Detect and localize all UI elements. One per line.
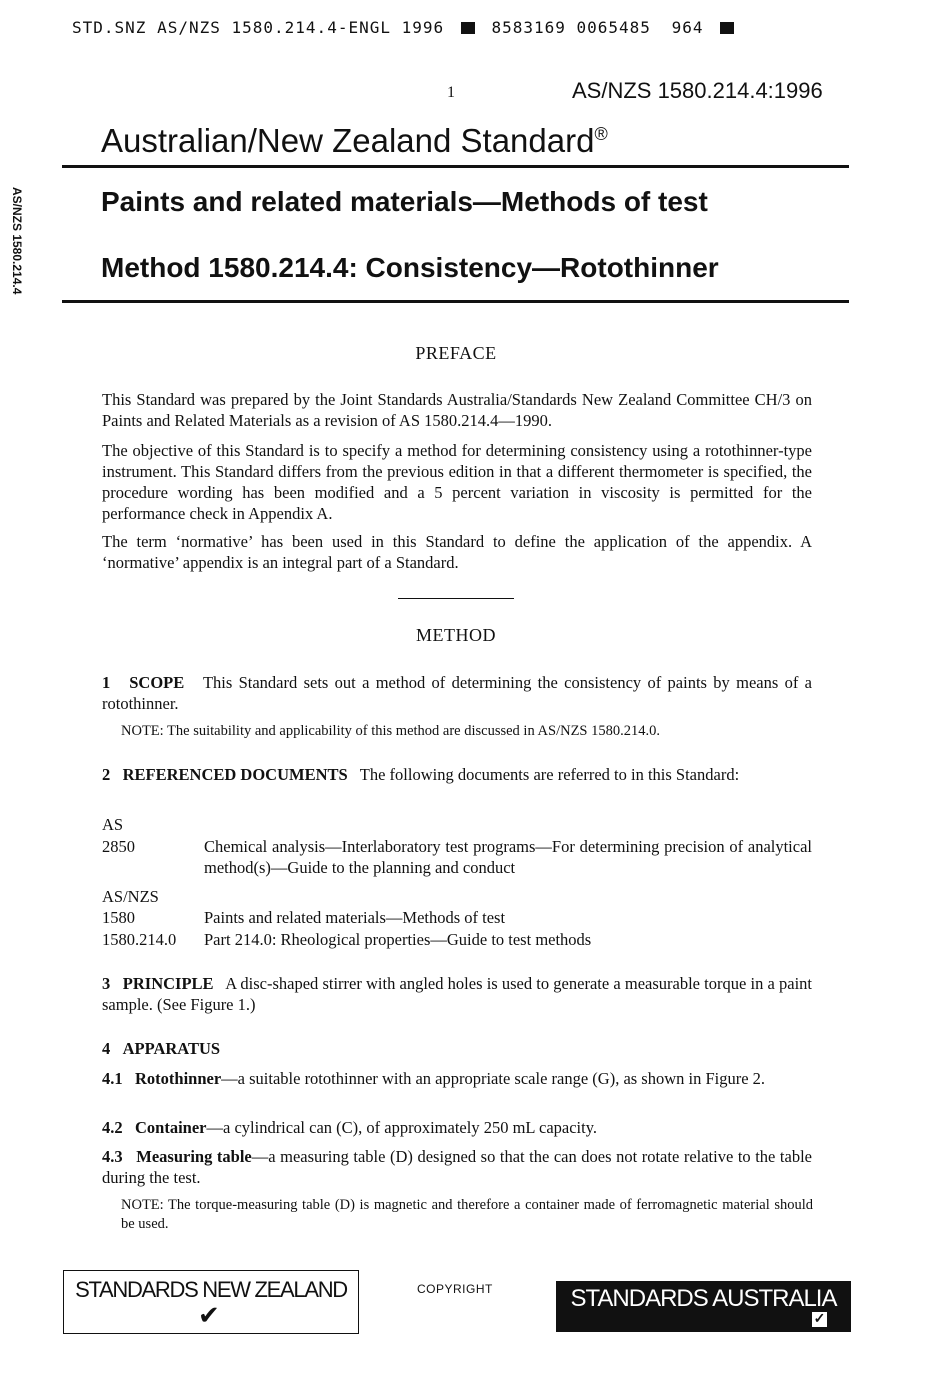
- method-title: Method 1580.214.4: Consistency—Rotothinner: [101, 252, 719, 283]
- standards-new-zealand-logo: [63, 1270, 359, 1334]
- apparatus-note: NOTE: The torque-measuring table (D) is magnetic and therefore a container made of ferromagnetic material should be used.: [121, 1197, 813, 1232]
- copyright-label: COPYRIGHT: [417, 1282, 493, 1296]
- preface-paragraph-1: This Standard was prepared by the Joint Standards Australia/Standards New Zealand Committee CH/3 on Paints and Related Materials as a revision of AS 1580.214.4—1990.: [102, 390, 812, 430]
- ref-id: 1580: [102, 908, 135, 927]
- nz-logo-text: STANDARDS NEW ZEALAND: [75, 1277, 347, 1302]
- title-rule-top: [62, 165, 849, 168]
- principle-title: PRINCIPLE: [122, 974, 214, 993]
- item-text: —a measuring table (D) designed so that the can does not rotate relative to the table during the test.: [102, 1147, 812, 1187]
- check-box-icon: ✓: [813, 1312, 826, 1327]
- item-term: Container: [135, 1118, 207, 1137]
- principle-text: A disc-shaped stirrer with angled holes is used to generate a measurable torque in a paint sample. (See Figure 1.): [102, 974, 813, 1014]
- referenced-text: The following documents are referred to in this Standard:: [359, 765, 740, 784]
- au-logo-text: STANDARDS AUSTRALIA: [570, 1285, 837, 1312]
- referenced-number: 2: [102, 765, 111, 784]
- catalog-code: STD.SNZ AS/NZS 1580.214.4-ENGL 1996: [72, 18, 445, 37]
- ref-title: Chemical analysis—Interlaboratory test programs—For determining precision of analytical method(s)—Guide to the planning and conduct: [204, 837, 812, 877]
- ref-group-label: AS: [102, 815, 124, 834]
- apparatus-item-4-3: [102, 1146, 812, 1188]
- ref-row: [102, 836, 812, 878]
- side-label: AS/NZS 1580.214.4: [10, 187, 24, 295]
- referenced-clause: [102, 764, 812, 785]
- method-heading: METHOD: [416, 625, 496, 645]
- page-number: 1: [447, 84, 455, 101]
- scope-text: This Standard sets out a method of determining the consistency of paints by means of a rotothinner.: [102, 673, 812, 713]
- title-rule-bottom: [62, 300, 849, 303]
- barcode-number: 8583169 0065485: [491, 18, 651, 37]
- preface-paragraph-3: The term ‘normative’ has been used in this Standard to define the application of the appendix. A ‘normative’ appendix is an integral part of a Standard.: [102, 532, 812, 572]
- registered-mark: ®: [594, 124, 608, 144]
- scope-note: NOTE: The suitability and applicability of this method are discussed in AS/NZS 1580.214.0.: [121, 723, 660, 739]
- item-text: —a suitable rotothinner with an appropriate scale range (G), as shown in Figure 2.: [221, 1069, 766, 1088]
- ref-id: 2850: [102, 837, 135, 856]
- preface-heading: PREFACE: [415, 343, 497, 363]
- ref-group-label: AS/NZS: [102, 887, 159, 906]
- item-number: 4.1: [102, 1069, 123, 1088]
- item-number: 4.3: [102, 1147, 123, 1166]
- check-mark-icon: ✔: [198, 1301, 220, 1330]
- series-title: Paints and related materials—Methods of test: [101, 186, 708, 217]
- scope-title: SCOPE: [129, 673, 185, 692]
- ref-title: Part 214.0: Rheological properties—Guide to test methods: [204, 930, 592, 949]
- standard-type-text: Australian/New Zealand Standard: [101, 122, 595, 159]
- apparatus-title: APPARATUS: [122, 1039, 221, 1058]
- ref-title: Paints and related materials—Methods of test: [204, 908, 506, 927]
- item-number: 4.2: [102, 1118, 123, 1137]
- standard-number: AS/NZS 1580.214.4:1996: [572, 78, 823, 103]
- apparatus-heading: [102, 1038, 812, 1059]
- standard-type-title: [101, 122, 608, 160]
- preface-paragraph-2: The objective of this Standard is to specify a method for determining consistency using a rotothinner-type instrument. This Standard differs from the previous edition in that a different thermometer is specified, the procedure wording has been modified and a 5 percent variation in viscosity is permitted for the performance check in Appendix A.: [102, 441, 812, 523]
- item-term: Measuring table: [136, 1147, 252, 1166]
- ref-id: 1580.214.0: [102, 930, 177, 949]
- item-term: Rotothinner: [135, 1069, 222, 1088]
- apparatus-number: 4: [102, 1039, 111, 1058]
- barcode-block-icon: [461, 22, 475, 34]
- apparatus-item-4-2: [102, 1117, 812, 1138]
- principle-clause: [102, 973, 812, 1015]
- catalog-header-line: [72, 18, 792, 37]
- scope-number: 1: [102, 673, 111, 692]
- apparatus-item-4-1: [102, 1068, 812, 1089]
- item-text: —a cylindrical can (C), of approximately 250 mL capacity.: [206, 1118, 598, 1137]
- barcode-block-icon: [720, 22, 734, 34]
- barcode-suffix: 964: [671, 18, 704, 37]
- scope-clause: [102, 672, 812, 714]
- section-divider: [398, 598, 514, 599]
- standards-australia-logo: [556, 1281, 851, 1332]
- principle-number: 3: [102, 974, 111, 993]
- referenced-title: REFERENCED DOCUMENTS: [122, 765, 348, 784]
